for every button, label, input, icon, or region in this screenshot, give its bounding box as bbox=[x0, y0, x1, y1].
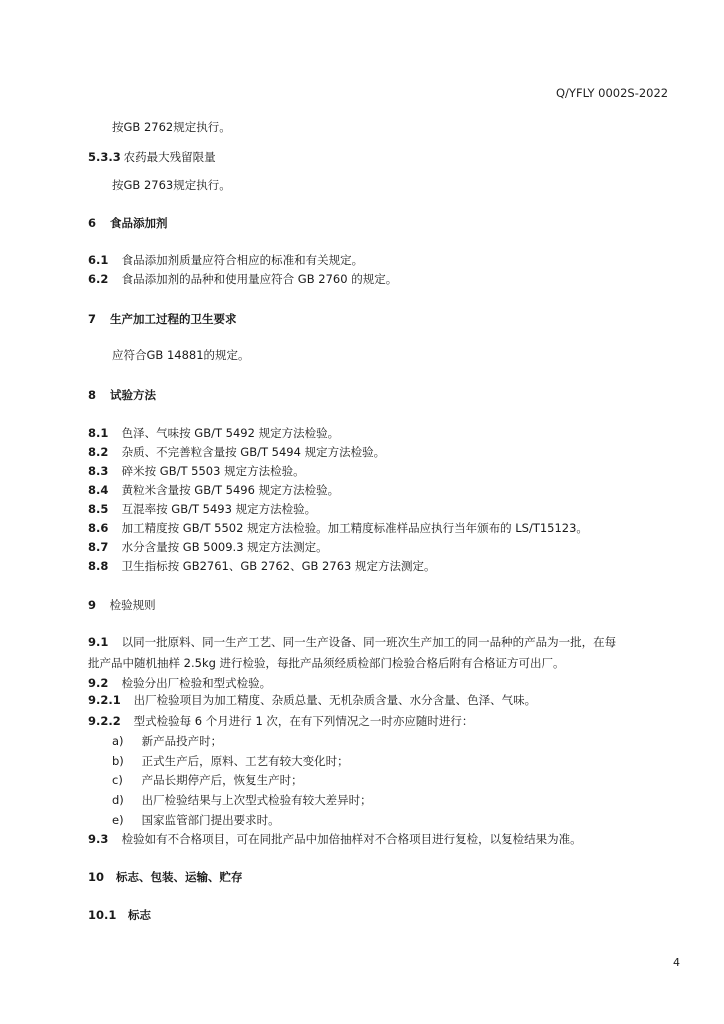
clause-number: 9.2.2 bbox=[88, 714, 121, 728]
section-title: 试验方法 bbox=[110, 388, 157, 402]
section-number: 9 bbox=[88, 598, 97, 612]
list-item bbox=[112, 812, 280, 828]
clause-number: 8.6 bbox=[88, 521, 109, 535]
list-item bbox=[112, 772, 303, 788]
clause-line bbox=[88, 558, 435, 574]
body-text-line bbox=[112, 347, 250, 363]
clause-text: 杂质、不完善粒含量按 GB/T 5494 规定方法检验。 bbox=[121, 445, 386, 459]
list-marker: b) bbox=[112, 754, 124, 768]
body-text-line bbox=[112, 119, 231, 135]
clause-text: 食品添加剂的品种和使用量应符合 GB 2760 的规定。 bbox=[121, 272, 398, 286]
clause-line bbox=[88, 252, 363, 268]
clause-line bbox=[88, 271, 397, 287]
clause-number: 9.2 bbox=[88, 676, 109, 690]
line-text: 应符合GB 14881的规定。 bbox=[112, 348, 250, 362]
list-marker: c) bbox=[112, 773, 123, 787]
section-title: 检验规则 bbox=[109, 598, 156, 612]
clause-text: 黄粒米含量按 GB/T 5496 规定方法检验。 bbox=[121, 483, 340, 497]
line-text: 按GB 2763规定执行。 bbox=[112, 178, 231, 192]
clause-continuation bbox=[88, 655, 565, 671]
list-item-text: 新产品投产时； bbox=[141, 734, 223, 748]
clause-text: 互混率按 GB/T 5493 规定方法检验。 bbox=[121, 502, 317, 516]
clause-line bbox=[88, 675, 271, 691]
clause-line bbox=[88, 692, 536, 708]
clause-number: 6.1 bbox=[88, 253, 109, 267]
section-heading bbox=[88, 215, 168, 231]
clause-number: 8.2 bbox=[88, 445, 109, 459]
list-item bbox=[112, 733, 222, 749]
section-heading bbox=[88, 387, 156, 403]
clause-title: 农药最大残留限量 bbox=[123, 150, 216, 164]
clause-number: 8.4 bbox=[88, 483, 109, 497]
clause-line bbox=[88, 463, 305, 479]
subclause-heading bbox=[88, 907, 151, 923]
list-item-text: 正式生产后，原料、工艺有较大变化时； bbox=[141, 754, 349, 768]
clause-line bbox=[88, 444, 385, 460]
list-marker: e) bbox=[112, 813, 124, 827]
line-text: 按GB 2762规定执行。 bbox=[112, 120, 231, 134]
clause-text: 型式检验每 6 个月进行 1 次，在有下列情况之一时亦应随时进行： bbox=[133, 714, 474, 728]
list-marker: a) bbox=[112, 734, 124, 748]
clause-number: 8.1 bbox=[88, 426, 109, 440]
clause-text: 加工精度按 GB/T 5502 规定方法检验。加工精度标准样品应执行当年颁布的 LS/T15123。 bbox=[121, 521, 588, 535]
section-title: 标志、包装、运输、贮存 bbox=[116, 870, 243, 884]
clause-number: 8.5 bbox=[88, 502, 109, 516]
clause-line bbox=[88, 713, 473, 729]
section-number: 7 bbox=[88, 312, 97, 326]
clause-number: 6.2 bbox=[88, 272, 109, 286]
clause-number: 5.3.3 bbox=[88, 150, 121, 164]
list-item-text: 产品长期停产后，恢复生产时； bbox=[141, 773, 303, 787]
clause-line bbox=[88, 482, 339, 498]
clause-number: 9.2.1 bbox=[88, 693, 121, 707]
section-number: 10 bbox=[88, 870, 105, 884]
page-number: 4 bbox=[673, 956, 680, 969]
list-marker: d) bbox=[112, 793, 124, 807]
clause-text: 食品添加剂质量应符合相应的标准和有关规定。 bbox=[121, 253, 364, 267]
section-heading bbox=[88, 597, 156, 613]
clause-title: 标志 bbox=[128, 908, 152, 922]
body-text-line bbox=[112, 177, 231, 193]
clause-text: 检验分出厂检验和型式检验。 bbox=[121, 676, 272, 690]
list-item-text: 出厂检验结果与上次型式检验有较大差异时； bbox=[141, 793, 372, 807]
section-number: 6 bbox=[88, 216, 97, 230]
clause-line bbox=[88, 501, 316, 517]
clause-line bbox=[88, 831, 582, 847]
clause-line bbox=[88, 520, 588, 536]
list-item bbox=[112, 753, 349, 769]
section-heading bbox=[88, 311, 237, 327]
clause-line bbox=[88, 425, 339, 441]
clause-number: 8.8 bbox=[88, 559, 109, 573]
clause-text: 碎米按 GB/T 5503 规定方法检验。 bbox=[121, 464, 305, 478]
clause-number: 9.3 bbox=[88, 832, 109, 846]
clause-number: 8.3 bbox=[88, 464, 109, 478]
clause-number: 8.7 bbox=[88, 540, 109, 554]
clause-line bbox=[88, 634, 616, 650]
clause-line bbox=[88, 539, 328, 555]
list-item bbox=[112, 792, 372, 808]
clause-text: 检验如有不合格项目，可在同批产品中加倍抽样对不合格项目进行复检，以复检结果为准。 bbox=[121, 832, 582, 846]
clause-text: 出厂检验项目为加工精度、杂质总量、无机杂质含量、水分含量、色泽、气味。 bbox=[133, 693, 537, 707]
section-title: 食品添加剂 bbox=[110, 216, 168, 230]
list-item-text: 国家监管部门提出要求时。 bbox=[141, 813, 280, 827]
subclause-heading bbox=[88, 149, 216, 165]
clause-number: 10.1 bbox=[88, 908, 117, 922]
section-number: 8 bbox=[88, 388, 97, 402]
clause-text: 水分含量按 GB 5009.3 规定方法测定。 bbox=[121, 540, 328, 554]
document-code-header: Q/YFLY 0002S-2022 bbox=[556, 86, 669, 100]
section-heading bbox=[88, 869, 243, 885]
clause-text: 卫生指标按 GB2761、GB 2762、GB 2763 规定方法测定。 bbox=[121, 559, 436, 573]
clause-text: 批产品中随机抽样 2.5kg 进行检验，每批产品须经质检部门检验合格后附有合格证方可出厂。 bbox=[88, 656, 565, 670]
section-title: 生产加工过程的卫生要求 bbox=[110, 312, 237, 326]
clause-number: 9.1 bbox=[88, 635, 109, 649]
clause-text: 以同一批原料、同一生产工艺、同一生产设备、同一班次生产加工的同一品种的产品为一批，在每 bbox=[121, 635, 617, 649]
clause-text: 色泽、气味按 GB/T 5492 规定方法检验。 bbox=[121, 426, 340, 440]
